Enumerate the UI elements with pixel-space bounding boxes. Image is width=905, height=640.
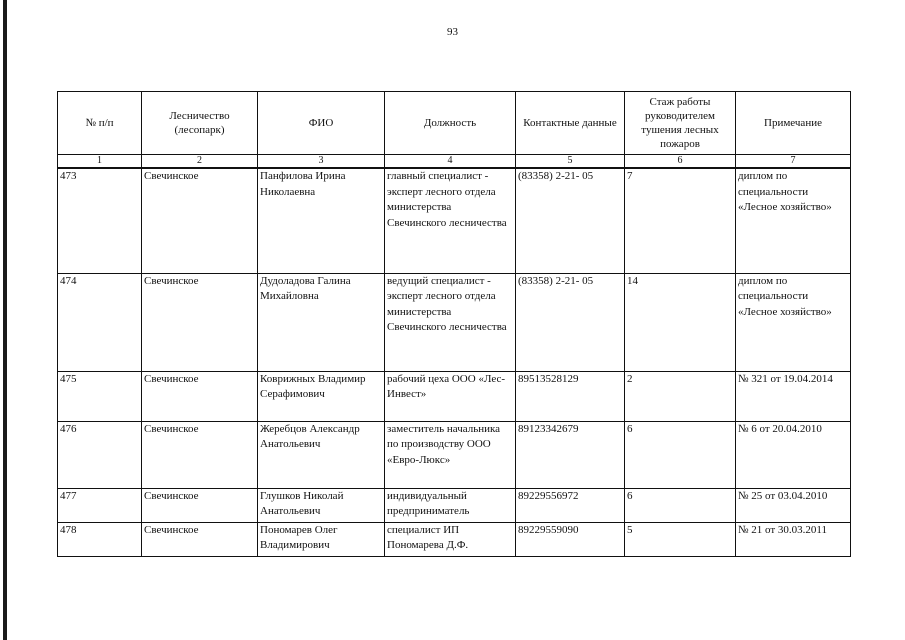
- table-row: [58, 522, 851, 556]
- row-position: заместитель начальника по производству ООО «Евро-Люкс»: [385, 421, 516, 488]
- row-forestry: Свечинское: [142, 168, 258, 273]
- row-note: № 21 от 30.03.2011: [736, 522, 851, 556]
- row-position: рабочий цеха ООО «Лес-Инвест»: [385, 371, 516, 421]
- row-name: Коврижных Владимир Серафимович: [258, 371, 385, 421]
- row-name: Глушков Николай Анатольевич: [258, 488, 385, 522]
- table-row: [58, 273, 851, 371]
- row-experience: 7: [625, 168, 736, 273]
- row-contact: 89229556972: [516, 488, 625, 522]
- table-row: [58, 168, 851, 273]
- table-header: [58, 92, 851, 169]
- row-name: Жеребцов Александр Анатольевич: [258, 421, 385, 488]
- row-note: № 25 от 03.04.2010: [736, 488, 851, 522]
- row-experience: 6: [625, 421, 736, 488]
- row-name: Дудоладова Галина Михайловна: [258, 273, 385, 371]
- row-note: диплом по специальности «Лесное хозяйство»: [736, 273, 851, 371]
- row-forestry: Свечинское: [142, 488, 258, 522]
- header-cell-forestry: Лесничество (лесопарк): [142, 92, 258, 155]
- row-contact: (83358) 2-21- 05: [516, 273, 625, 371]
- registry-table: [57, 91, 851, 557]
- header-cell-position: Должность: [385, 92, 516, 155]
- row-note: № 321 от 19.04.2014: [736, 371, 851, 421]
- column-number: 6: [625, 155, 736, 169]
- header-cell-experience: Стаж работы руководителем тушения лесных пожаров: [625, 92, 736, 155]
- column-number: 3: [258, 155, 385, 169]
- row-id: 475: [58, 371, 142, 421]
- row-contact: 89513528129: [516, 371, 625, 421]
- header-cell-name: ФИО: [258, 92, 385, 155]
- column-number: 2: [142, 155, 258, 169]
- row-experience: 2: [625, 371, 736, 421]
- row-contact: 89229559090: [516, 522, 625, 556]
- row-forestry: Свечинское: [142, 522, 258, 556]
- row-experience: 6: [625, 488, 736, 522]
- row-position: специалист ИП Пономарева Д.Ф.: [385, 522, 516, 556]
- row-position: ведущий специалист - эксперт лесного отдела министерства Свечинского лесничества: [385, 273, 516, 371]
- row-experience: 5: [625, 522, 736, 556]
- column-number: 5: [516, 155, 625, 169]
- header-cell-number: № п/п: [58, 92, 142, 155]
- column-number: 7: [736, 155, 851, 169]
- row-forestry: Свечинское: [142, 371, 258, 421]
- page-edge-bar: [3, 0, 7, 640]
- row-position: индивидуальный предприниматель: [385, 488, 516, 522]
- column-number: 1: [58, 155, 142, 169]
- header-cell-contact: Контактные данные: [516, 92, 625, 155]
- row-note: диплом по специальности «Лесное хозяйство»: [736, 168, 851, 273]
- page-number: 93: [447, 26, 458, 38]
- row-forestry: Свечинское: [142, 421, 258, 488]
- row-name: Пономарев Олег Владимирович: [258, 522, 385, 556]
- row-id: 476: [58, 421, 142, 488]
- row-contact: (83358) 2-21- 05: [516, 168, 625, 273]
- row-id: 474: [58, 273, 142, 371]
- table-row: [58, 421, 851, 488]
- table-row: [58, 488, 851, 522]
- header-row: [58, 92, 851, 155]
- table-row: [58, 371, 851, 421]
- row-id: 477: [58, 488, 142, 522]
- row-note: № 6 от 20.04.2010: [736, 421, 851, 488]
- row-contact: 89123342679: [516, 421, 625, 488]
- column-number: 4: [385, 155, 516, 169]
- row-forestry: Свечинское: [142, 273, 258, 371]
- row-experience: 14: [625, 273, 736, 371]
- row-id: 473: [58, 168, 142, 273]
- table-body: [58, 168, 851, 556]
- header-cell-note: Примечание: [736, 92, 851, 155]
- row-name: Панфилова Ирина Николаевна: [258, 168, 385, 273]
- column-number-row: [58, 155, 851, 169]
- row-id: 478: [58, 522, 142, 556]
- row-position: главный специалист - эксперт лесного отдела министерства Свечинского лесничества: [385, 168, 516, 273]
